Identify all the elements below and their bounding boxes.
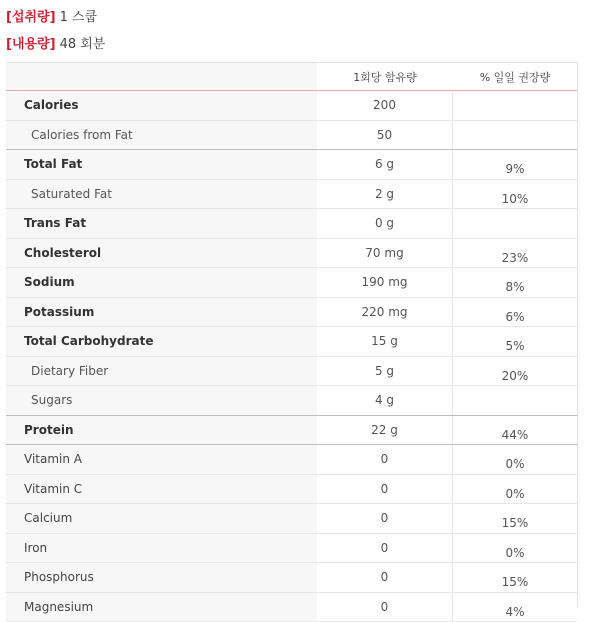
daily-value-percent: 6% [453,298,577,327]
nutrient-name: Vitamin A [6,445,317,474]
table-row [6,121,577,151]
table-row [6,563,577,593]
daily-value-percent [453,121,577,150]
table-row [6,327,577,357]
nutrient-name: Trans Fat [6,209,317,238]
nutrient-name: Potassium [6,298,317,327]
nutrient-name: Total Fat [6,150,317,179]
table-row [6,239,577,269]
daily-value-percent: 0% [453,475,577,504]
nutrient-name: Saturated Fat [6,180,317,209]
amount-per-serving: 15 g [317,327,453,356]
serving-size-label: [섭취량] [6,10,56,25]
amount-per-serving: 50 [317,121,453,150]
header-amount-per-serving: 1회당 함유량 [317,69,453,85]
header-nutrient-cell [6,63,317,90]
table-right-border [577,62,578,607]
amount-per-serving: 0 [317,504,453,533]
amount-per-serving: 70 mg [317,239,453,268]
serving-size-value: 1 스쿱 [60,10,98,25]
amount-per-serving: 0 g [317,209,453,238]
amount-per-serving: 0 [317,534,453,563]
table-row [6,504,577,534]
package-content-label: [내용량] [6,37,56,52]
daily-value-percent: 8% [453,268,577,297]
daily-value-percent [453,91,577,120]
table-row [6,91,577,121]
nutrient-name: Total Carbohydrate [6,327,317,356]
table-row [6,357,577,387]
table-row [6,386,577,416]
table-row [6,475,577,505]
amount-per-serving: 220 mg [317,298,453,327]
daily-value-percent [453,209,577,238]
nutrition-table-header [6,62,577,91]
amount-per-serving: 190 mg [317,268,453,297]
daily-value-percent: 0% [453,534,577,563]
nutrient-name: Calories from Fat [6,121,317,150]
daily-value-percent: 10% [453,180,577,209]
amount-per-serving: 4 g [317,386,453,415]
nutrient-name: Vitamin C [6,475,317,504]
table-row [6,445,577,475]
amount-per-serving: 0 [317,475,453,504]
nutrient-name: Magnesium [6,593,317,622]
daily-value-percent: 9% [453,150,577,179]
daily-value-percent: 5% [453,327,577,356]
package-content-value: 48 회분 [60,37,106,52]
nutrient-name: Protein [6,416,317,445]
nutrient-name: Calories [6,91,317,120]
amount-per-serving: 22 g [317,416,453,445]
amount-per-serving: 0 [317,563,453,592]
nutrient-name: Sodium [6,268,317,297]
daily-value-percent: 20% [453,357,577,386]
table-row [6,268,577,298]
serving-size [6,6,97,25]
header-daily-value: % 일일 권장량 [453,69,577,85]
daily-value-percent [453,386,577,415]
nutrient-name: Calcium [6,504,317,533]
table-row [6,209,577,239]
daily-value-percent: 15% [453,563,577,592]
nutrient-name: Sugars [6,386,317,415]
daily-value-percent: 0% [453,445,577,474]
nutrient-name: Phosphorus [6,563,317,592]
amount-per-serving: 6 g [317,150,453,179]
table-row [6,593,577,622]
amount-per-serving: 2 g [317,180,453,209]
amount-per-serving: 5 g [317,357,453,386]
amount-per-serving: 0 [317,593,453,622]
amount-per-serving: 200 [317,91,453,120]
daily-value-percent: 4% [453,593,577,622]
table-row [6,534,577,564]
nutrient-name: Cholesterol [6,239,317,268]
nutrition-table-body [6,91,577,622]
nutrition-table [6,62,577,622]
amount-per-serving: 0 [317,445,453,474]
daily-value-percent: 15% [453,504,577,533]
table-row [6,150,577,180]
table-row [6,416,577,446]
daily-value-percent: 44% [453,416,577,445]
table-row [6,298,577,328]
nutrient-name: Iron [6,534,317,563]
daily-value-percent: 23% [453,239,577,268]
nutrient-name: Dietary Fiber [6,357,317,386]
package-content [6,33,105,52]
table-row [6,180,577,210]
